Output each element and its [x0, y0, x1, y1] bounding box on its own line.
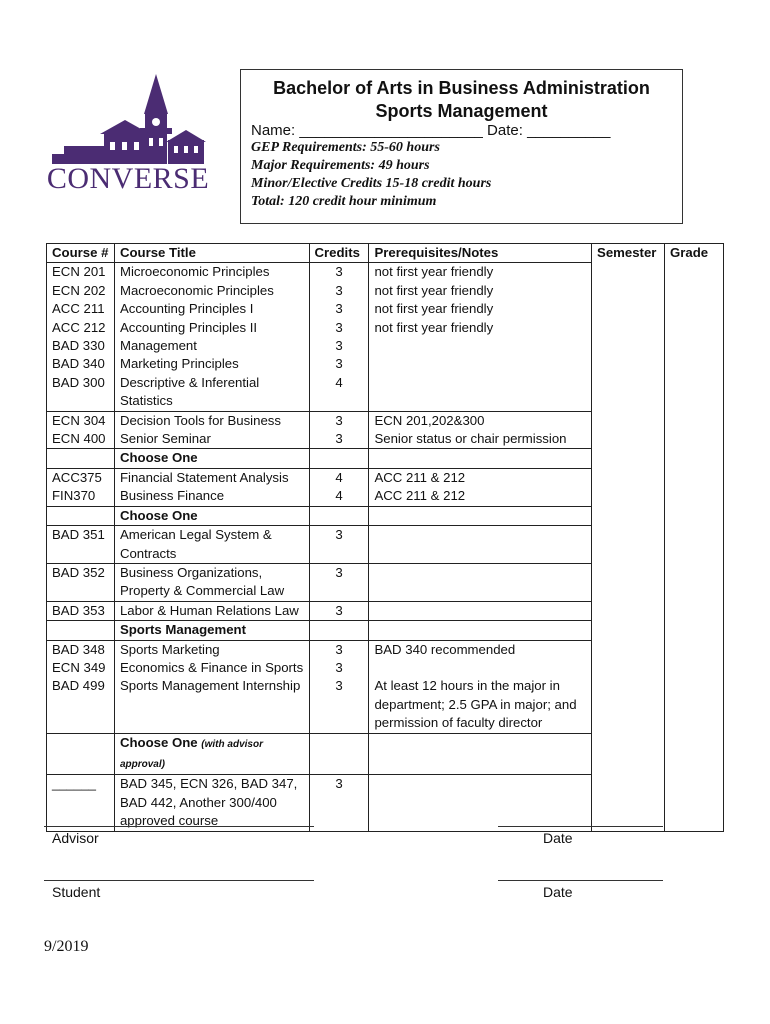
grade-column[interactable]: [665, 244, 724, 832]
course-number: BAD 340: [52, 356, 105, 372]
credits: 3: [309, 526, 369, 564]
prerequisite-note: not first year friendly: [374, 282, 494, 298]
prerequisite-note: Senior status or chair permission: [374, 431, 567, 447]
program-header-box: [240, 69, 683, 224]
credits: 3: [335, 659, 343, 675]
course-title: Accounting Principles II: [119, 319, 258, 335]
prerequisite-note: ACC 211 & 212: [374, 488, 466, 504]
prerequisite-note: ACC 211 & 212: [374, 469, 466, 485]
course-table: [46, 243, 724, 832]
gep-requirements: GEP Requirements: 55-60 hours: [251, 140, 440, 155]
program-title: Bachelor of Arts in Business Administration: [273, 78, 650, 98]
revision-date: 9/2019: [44, 938, 89, 955]
course-title: Descriptive & Inferential: [119, 374, 260, 390]
choose-one-label: Choose One: [119, 734, 198, 750]
credits: 3: [309, 563, 369, 601]
credits: 3: [335, 431, 343, 447]
course-title: BAD 345, ECN 326, BAD 347,: [119, 776, 298, 792]
course-title: Business Finance: [119, 488, 225, 504]
course-number-cell: [47, 263, 115, 411]
credits: 3: [335, 678, 343, 694]
advisor-signature-line[interactable]: [44, 826, 314, 827]
header-course-number: Course #: [47, 244, 115, 263]
course-title: Accounting Principles I: [119, 301, 254, 317]
prerequisite-note: BAD 340 recommended: [374, 641, 516, 657]
credits: 3: [335, 282, 343, 298]
course-title: Statistics: [119, 393, 173, 409]
course-number: BAD 353: [47, 601, 115, 620]
header-grade: Grade: [670, 245, 709, 260]
course-number: ECN 201: [52, 264, 106, 280]
advisor-label: Advisor: [52, 830, 99, 846]
course-title: Contracts: [119, 545, 177, 561]
credits: 3: [335, 356, 343, 372]
credits: 4: [335, 374, 343, 390]
credits-cell: [309, 263, 369, 411]
notes-cell: [369, 263, 592, 411]
credits: 3: [309, 775, 369, 831]
course-number: BAD 330: [52, 338, 105, 354]
prerequisite-note: ECN 201,202&300: [374, 412, 485, 428]
program-subtitle: Sports Management: [375, 101, 548, 121]
course-number: BAD 352: [47, 563, 115, 601]
advisor-approval-note: (with advisor approval): [119, 738, 263, 770]
student-date-label: Date: [543, 884, 573, 900]
course-number: ECN 304: [52, 412, 106, 428]
course-number: BAD 348: [52, 641, 105, 657]
name-date-field[interactable]: Name: ______________________ Date: __________: [251, 122, 611, 139]
minor-elective-credits: Minor/Elective Credits 15-18 credit hours: [251, 176, 492, 191]
prerequisite-note: At least 12 hours in the major in: [374, 678, 560, 694]
semester-column[interactable]: [592, 244, 665, 832]
converse-logo: [44, 70, 212, 194]
chapel-tower-icon: [44, 70, 212, 166]
course-number: ACC375: [52, 469, 102, 485]
credits: 3: [335, 338, 343, 354]
course-number: ECN 349: [52, 659, 106, 675]
course-title: Marketing Principles: [119, 356, 239, 372]
credits: 3: [335, 301, 343, 317]
course-number: ECN 202: [52, 282, 106, 298]
table-header-row: [47, 244, 724, 263]
credits: 3: [335, 641, 343, 657]
advisor-date-label: Date: [543, 830, 573, 846]
course-number: BAD 351: [47, 526, 115, 564]
course-title: Microeconomic Principles: [119, 264, 270, 280]
course-number: ACC 212: [52, 319, 106, 335]
course-number: BAD 300: [52, 374, 105, 390]
course-number: ACC 211: [52, 301, 105, 317]
advisor-date-line[interactable]: [498, 826, 663, 827]
credits: 3: [335, 319, 343, 335]
course-title: Sports Marketing: [119, 641, 220, 657]
course-number: BAD 499: [52, 678, 105, 694]
choose-one-heading: Choose One: [114, 449, 309, 468]
major-requirements: Major Requirements: 49 hours: [251, 158, 430, 173]
course-title: Financial Statement Analysis: [119, 469, 289, 485]
credits: 3: [309, 601, 369, 620]
prerequisite-note: not first year friendly: [374, 264, 494, 280]
student-date-line[interactable]: [498, 880, 663, 881]
course-title: Sports Management Internship: [119, 678, 301, 694]
credits: 3: [335, 264, 343, 280]
sports-management-heading: Sports Management: [114, 621, 309, 640]
prerequisite-note: not first year friendly: [374, 301, 494, 317]
course-title: Senior Seminar: [119, 431, 211, 447]
credits: 4: [335, 469, 343, 485]
prerequisite-note: [374, 659, 586, 677]
course-title: BAD 442, Another 300/400: [119, 794, 277, 810]
prerequisite-note: not first year friendly: [374, 319, 494, 335]
course-title: Business Organizations,: [119, 564, 263, 580]
course-title: Labor & Human Relations Law: [114, 601, 309, 620]
prerequisite-note: permission of faculty director: [374, 715, 543, 731]
header-semester: Semester: [597, 245, 657, 260]
course-title-cell: [114, 263, 309, 411]
choose-one-advisor-heading: [114, 733, 309, 775]
course-title: Decision Tools for Business: [119, 412, 281, 428]
course-number: ECN 400: [52, 431, 106, 447]
header-prerequisites: Prerequisites/Notes: [369, 244, 592, 263]
elective-course-blank[interactable]: ______: [47, 775, 115, 831]
logo-wordmark: CONVERSE: [46, 162, 210, 195]
student-signature-line[interactable]: [44, 880, 314, 881]
course-title: Macroeconomic Principles: [119, 282, 274, 298]
course-title: Management: [119, 338, 197, 354]
course-number: FIN370: [52, 488, 96, 504]
header-credits: Credits: [309, 244, 369, 263]
credits: 4: [335, 488, 343, 504]
course-title: Economics & Finance in Sports: [119, 659, 304, 675]
header-course-title: Course Title: [114, 244, 309, 263]
student-label: Student: [52, 884, 101, 900]
credits: 3: [335, 412, 343, 428]
choose-one-heading: Choose One: [114, 506, 309, 525]
course-title: approved course: [119, 813, 219, 829]
total-credits: Total: 120 credit hour minimum: [251, 194, 437, 209]
prerequisite-note: department; 2.5 GPA in major; and: [374, 696, 577, 712]
course-title: American Legal System &: [119, 527, 272, 543]
course-title: Property & Commercial Law: [119, 583, 285, 599]
